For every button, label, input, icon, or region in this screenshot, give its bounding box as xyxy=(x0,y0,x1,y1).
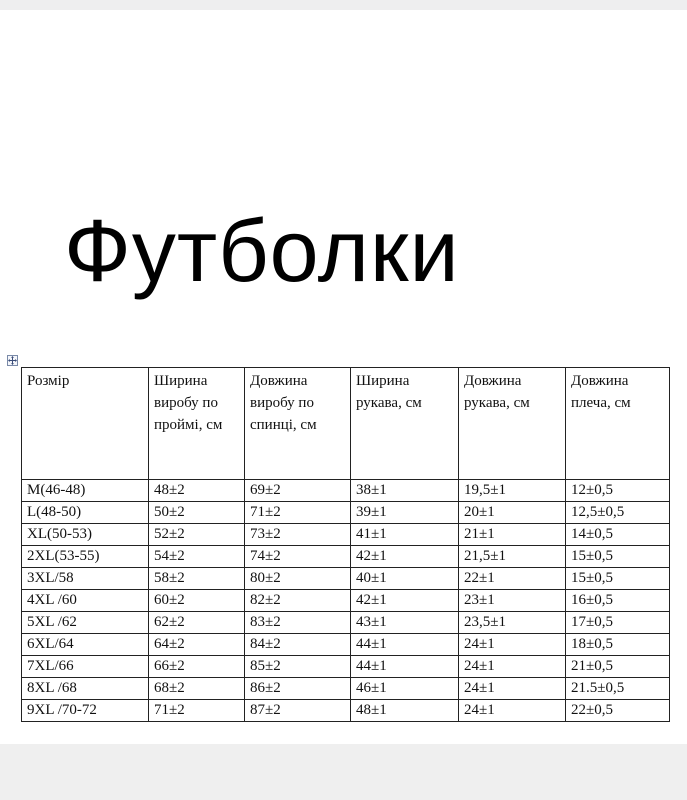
table-cell: 21.5±0,5 xyxy=(566,678,670,700)
bottom-band xyxy=(0,744,687,800)
table-cell: 87±2 xyxy=(245,700,351,722)
table-row xyxy=(22,678,670,700)
table-cell: 52±2 xyxy=(149,524,245,546)
move-arrows-icon[interactable] xyxy=(7,355,18,366)
table-cell: 12,5±0,5 xyxy=(566,502,670,524)
table-cell: 22±0,5 xyxy=(566,700,670,722)
table-cell: 73±2 xyxy=(245,524,351,546)
table-cell: 48±2 xyxy=(149,480,245,502)
table-cell: 2XL(53-55) xyxy=(22,546,149,568)
table-cell: 83±2 xyxy=(245,612,351,634)
header-shoulder-length: Довжина плеча, см xyxy=(566,368,670,480)
table-row xyxy=(22,634,670,656)
table-cell: 21±0,5 xyxy=(566,656,670,678)
header-size: Розмір xyxy=(22,368,149,480)
table-row xyxy=(22,546,670,568)
table-cell: 44±1 xyxy=(351,634,459,656)
table-cell: 50±2 xyxy=(149,502,245,524)
table-cell: 44±1 xyxy=(351,656,459,678)
table-cell: 3XL/58 xyxy=(22,568,149,590)
table-cell: L(48-50) xyxy=(22,502,149,524)
table-cell: 82±2 xyxy=(245,590,351,612)
table-cell: M(46-48) xyxy=(22,480,149,502)
table-cell: 74±2 xyxy=(245,546,351,568)
table-cell: 7XL/66 xyxy=(22,656,149,678)
table-cell: 38±1 xyxy=(351,480,459,502)
table-cell: 6XL/64 xyxy=(22,634,149,656)
table-row xyxy=(22,502,670,524)
page-title: Футболки xyxy=(64,201,460,300)
table-cell: 42±1 xyxy=(351,590,459,612)
table-cell: 22±1 xyxy=(459,568,566,590)
table-row xyxy=(22,590,670,612)
table-cell: 48±1 xyxy=(351,700,459,722)
table-cell: 23±1 xyxy=(459,590,566,612)
table-cell: 15±0,5 xyxy=(566,568,670,590)
table-header-row xyxy=(22,368,670,480)
table-cell: 80±2 xyxy=(245,568,351,590)
table-row xyxy=(22,524,670,546)
table-cell: 69±2 xyxy=(245,480,351,502)
table-cell: 14±0,5 xyxy=(566,524,670,546)
table-cell: 58±2 xyxy=(149,568,245,590)
table-cell: 42±1 xyxy=(351,546,459,568)
table-cell: 15±0,5 xyxy=(566,546,670,568)
table-cell: 54±2 xyxy=(149,546,245,568)
table-cell: 46±1 xyxy=(351,678,459,700)
table-cell: 18±0,5 xyxy=(566,634,670,656)
size-table xyxy=(21,367,670,722)
table-cell: 24±1 xyxy=(459,656,566,678)
top-band xyxy=(0,0,687,10)
table-row xyxy=(22,656,670,678)
table-cell: 12±0,5 xyxy=(566,480,670,502)
table-cell: 24±1 xyxy=(459,634,566,656)
table-cell: 62±2 xyxy=(149,612,245,634)
table-cell: 71±2 xyxy=(149,700,245,722)
table-cell: 60±2 xyxy=(149,590,245,612)
table-cell: 21,5±1 xyxy=(459,546,566,568)
table-cell: 21±1 xyxy=(459,524,566,546)
table-cell: 71±2 xyxy=(245,502,351,524)
table-cell: 68±2 xyxy=(149,678,245,700)
header-width-armhole: Ширина виробу по проймі, см xyxy=(149,368,245,480)
table-cell: 84±2 xyxy=(245,634,351,656)
table-row xyxy=(22,700,670,722)
table-row xyxy=(22,480,670,502)
table-cell: 66±2 xyxy=(149,656,245,678)
table-row xyxy=(22,612,670,634)
table-cell: 24±1 xyxy=(459,700,566,722)
table-row xyxy=(22,568,670,590)
table-cell: 64±2 xyxy=(149,634,245,656)
table-cell: 43±1 xyxy=(351,612,459,634)
header-sleeve-width: Ширина рукава, см xyxy=(351,368,459,480)
table-cell: 85±2 xyxy=(245,656,351,678)
table-cell: 23,5±1 xyxy=(459,612,566,634)
table-cell: 86±2 xyxy=(245,678,351,700)
table-cell: 16±0,5 xyxy=(566,590,670,612)
table-cell: 17±0,5 xyxy=(566,612,670,634)
table-cell: 20±1 xyxy=(459,502,566,524)
table-cell: XL(50-53) xyxy=(22,524,149,546)
table-cell: 5XL /62 xyxy=(22,612,149,634)
table-cell: 9XL /70-72 xyxy=(22,700,149,722)
table-cell: 8XL /68 xyxy=(22,678,149,700)
table-cell: 40±1 xyxy=(351,568,459,590)
table-cell: 19,5±1 xyxy=(459,480,566,502)
table-cell: 4XL /60 xyxy=(22,590,149,612)
header-back-length: Довжина виробу по спинці, см xyxy=(245,368,351,480)
table-cell: 41±1 xyxy=(351,524,459,546)
header-sleeve-length: Довжина рукава, см xyxy=(459,368,566,480)
table-cell: 39±1 xyxy=(351,502,459,524)
table-cell: 24±1 xyxy=(459,678,566,700)
